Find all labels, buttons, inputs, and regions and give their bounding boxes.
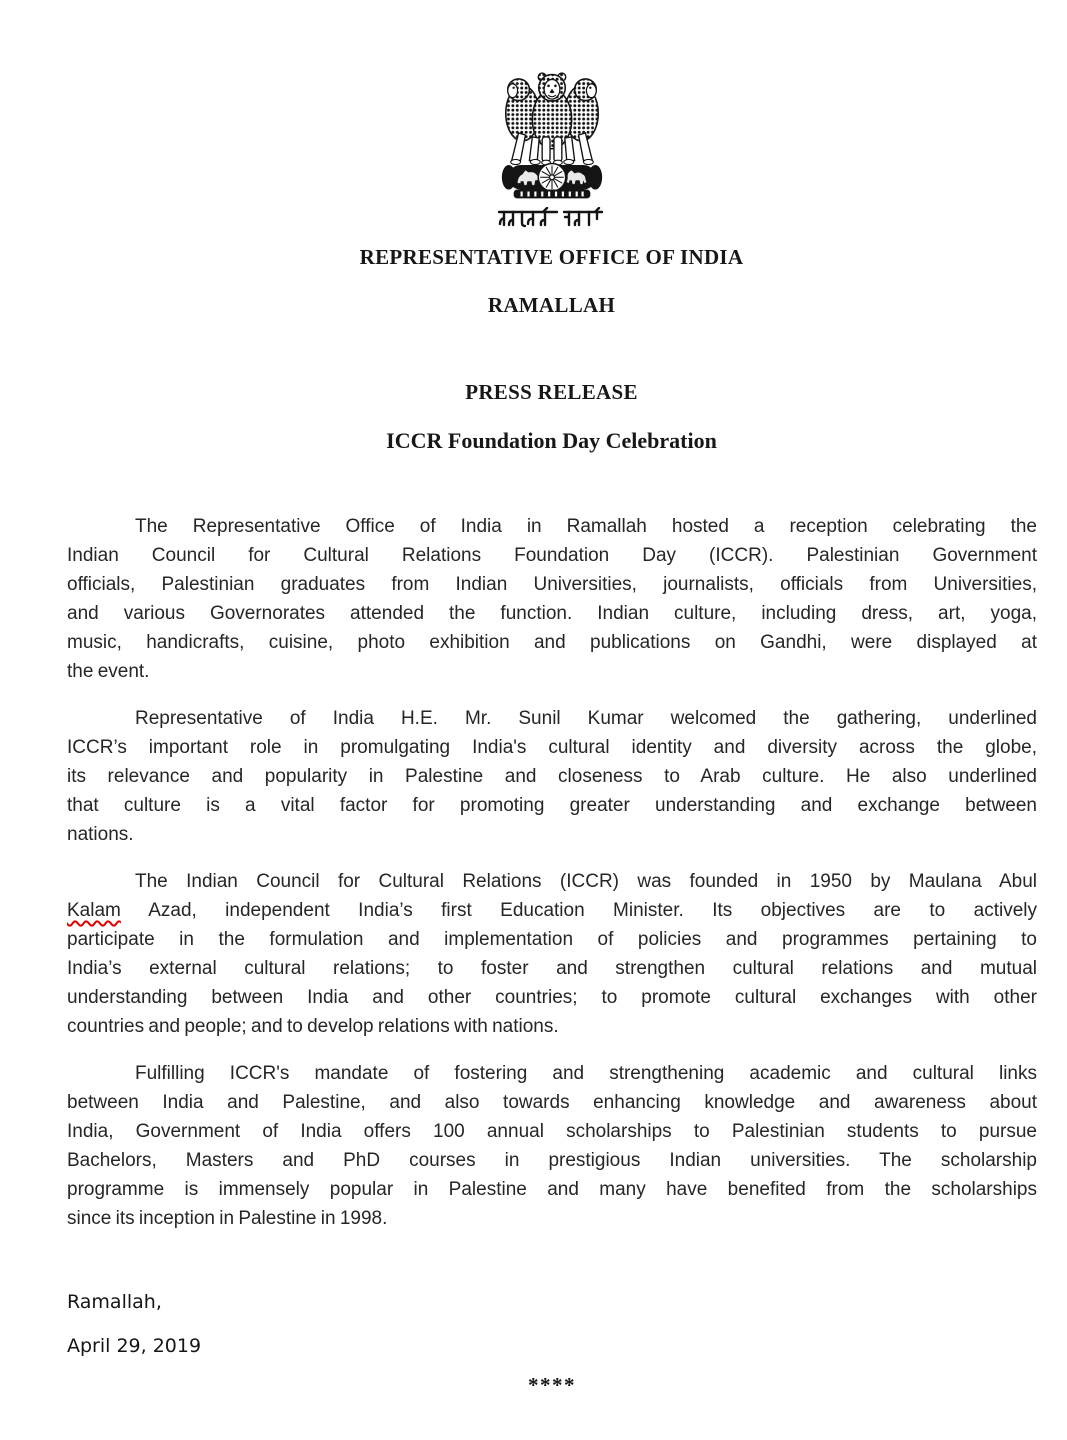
paragraph-line: Fulfilling ICCR's mandate of fostering and strengthening academic and cultural links bbox=[135, 1063, 1037, 1084]
satyameva-jayate-motto bbox=[36, 207, 1067, 231]
paragraph-line: The Indian Council for Cultural Relations (ICCR) was founded in 1950 by Maulana Abul bbox=[135, 871, 1037, 892]
paragraph-line: that culture is a vital factor for promoting greater understanding and exchange between bbox=[67, 795, 1037, 816]
paragraph-line: between India and Palestine, and also towards enhancing knowledge and awareness about bbox=[67, 1092, 1037, 1113]
paragraph-line: India’s external cultural relations; to foster and strengthen cultural relations and mutual bbox=[67, 958, 1037, 979]
signoff-date: April 29, 2019 bbox=[67, 1335, 202, 1357]
paragraph-line: Bachelors, Masters and PhD courses in prestigious Indian universities. The scholarship bbox=[67, 1150, 1037, 1171]
body-text bbox=[67, 512, 1037, 1233]
paragraph-line: Representative of India H.E. Mr. Sunil Kumar welcomed the gathering, underlined bbox=[135, 708, 1037, 729]
letterhead-office-name: REPRESENTATIVE OFFICE OF INDIA bbox=[359, 245, 744, 269]
paragraph-2 bbox=[67, 704, 1037, 849]
paragraph-1 bbox=[67, 512, 1037, 686]
paragraph-line: The Representative Office of India in Ramallah hosted a reception celebrating the bbox=[135, 516, 1037, 537]
paragraph-line: countries and people; and to develop relations with nations. bbox=[67, 1016, 559, 1037]
press-release-heading: PRESS RELEASE bbox=[465, 380, 638, 404]
paragraph-line: the event. bbox=[67, 661, 150, 682]
end-of-release-marker: **** bbox=[528, 1373, 576, 1397]
signoff bbox=[67, 1289, 1037, 1359]
signoff-place: Ramallah, bbox=[67, 1291, 162, 1313]
paragraph-line: participate in the formulation and implementation of policies and programmes pertaining to bbox=[67, 929, 1037, 950]
paragraph-line: understanding between India and other countries; to promote cultural exchanges with other bbox=[67, 987, 1037, 1008]
letterhead bbox=[0, 0, 1067, 455]
paragraph-line bbox=[67, 896, 1037, 925]
india-state-emblem-icon bbox=[493, 68, 611, 200]
spellcheck-flagged-word: Kalam bbox=[67, 900, 121, 921]
paragraph-line: its relevance and popularity in Palestine and closeness to Arab culture. He also underlined bbox=[67, 766, 1037, 787]
paragraph-line: programme is immensely popular in Palestine and many have benefited from the scholarships bbox=[67, 1179, 1037, 1200]
paragraph-line: India, Government of India offers 100 annual scholarships to Palestinian students to pursue bbox=[67, 1121, 1037, 1142]
release-title: ICCR Foundation Day Celebration bbox=[386, 428, 717, 453]
paragraph-line: nations. bbox=[67, 824, 134, 845]
paragraph-line: Indian Council for Cultural Relations Foundation Day (ICCR). Palestinian Government bbox=[67, 545, 1037, 566]
paragraph-line: music, handicrafts, cuisine, photo exhibition and publications on Gandhi, were displayed at bbox=[67, 632, 1037, 653]
paragraph-line: since its inception in Palestine in 1998. bbox=[67, 1208, 388, 1229]
paragraph-line: officials, Palestinian graduates from Indian Universities, journalists, officials from Universities, bbox=[67, 574, 1037, 595]
paragraph-line-text: Azad, independent India’s first Education Minister. Its objectives are to actively bbox=[120, 900, 1037, 921]
paragraph-line: and various Governorates attended the function. Indian culture, including dress, art, yoga, bbox=[67, 603, 1037, 624]
letterhead-city: RAMALLAH bbox=[487, 293, 616, 317]
release-body bbox=[67, 512, 1037, 1398]
paragraph-line: ICCR’s important role in promulgating India's cultural identity and diversity across the globe, bbox=[67, 737, 1037, 758]
paragraph-4 bbox=[67, 1059, 1037, 1233]
paragraph-3 bbox=[67, 867, 1037, 1041]
